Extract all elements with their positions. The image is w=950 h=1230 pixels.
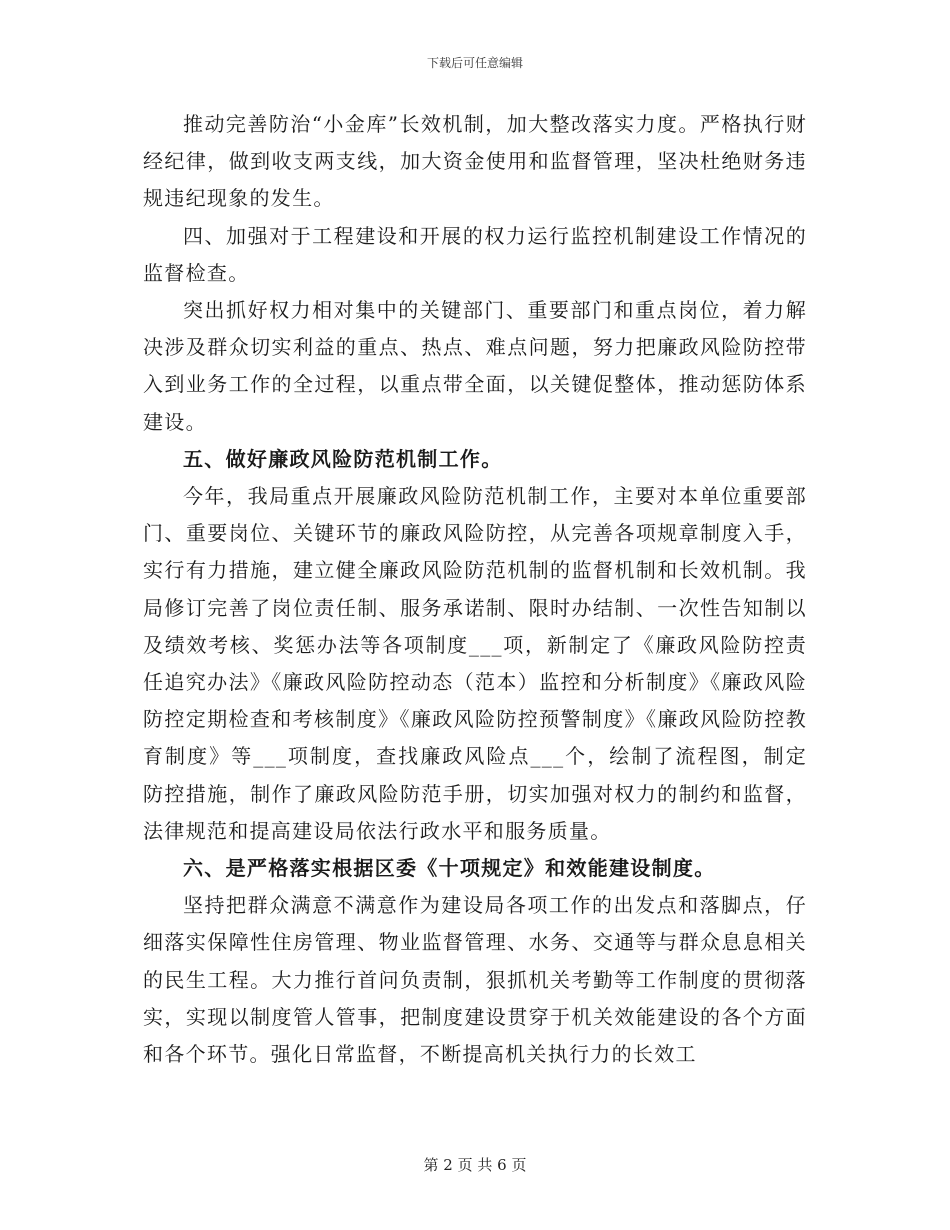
page-number: 第 2 页 共 6 页: [423, 1156, 527, 1174]
paragraph-finance-discipline: 推动完善防治“小金库”长效机制，加大整改落实力度。严格执行财经纪律，做到收支两支线，加大资金使用和监督管理，坚决杜绝财务违规违纪现象的发生。: [143, 112, 807, 211]
paragraph-public-satisfaction: 坚持把群众满意不满意作为建设局各项工作的出发点和落脚点，仔细落实保障性住房管理、物业监督管理、水务、交通等与群众息息相关的民生工程。大力推行首问负责制，狠抓机关考勤等工作制度的贯彻落实，实现以制度管人管事，把制度建设贯穿于机关效能建设的各个方面和各个环节。强化日常监督，不断提高机关执行力的长效工: [143, 893, 807, 1067]
page-header: 下载后可任意编辑: [426, 56, 523, 70]
paragraph-risk-prevention: 今年，我局重点开展廉政风险防范机制工作，主要对本单位重要部门、重要岗位、关键环节的廉政风险防控，从完善各项规章制度入手，实行有力措施，建立健全廉政风险防范机制的监督机制和长效机制。我局修订完善了岗位责任制、服务承诺制、限时办结制、一次性告知制以及绩效考核、奖惩办法等各项制度___项，新制定了《廉政风险防控责任追究办法》《廉政风险防控动态（范本）监控和分析制度》《廉政风险防控定期检查和考核制度》《廉政风险防控预警制度》《廉政风险防控教育制度》等___项制度，查找廉政风险点___个，绘制了流程图，制定防控措施，制作了廉政风险防范手册，切实加强对权力的制约和监督，法律规范和提高建设局依法行政水平和服务质量。: [143, 484, 807, 843]
section-heading-4: 四、加强对于工程建设和开展的权力运行监控机制建设工作情况的监督检查。: [143, 223, 807, 285]
document-body: [143, 106, 807, 1073]
section-heading-5: 五、做好廉政风险防范机制工作。: [183, 446, 503, 471]
section-heading-6: 六、是严格落实根据区委《十项规定》和效能建设制度。: [183, 856, 716, 881]
paragraph-key-departments: 突出抓好权力相对集中的关键部门、重要部门和重点岗位，着力解决涉及群众切实利益的重点、热点、难点问题，努力把廉政风险防控带入到业务工作的全过程，以重点带全面，以关键促整体，推动惩防体系建设。: [143, 298, 807, 434]
